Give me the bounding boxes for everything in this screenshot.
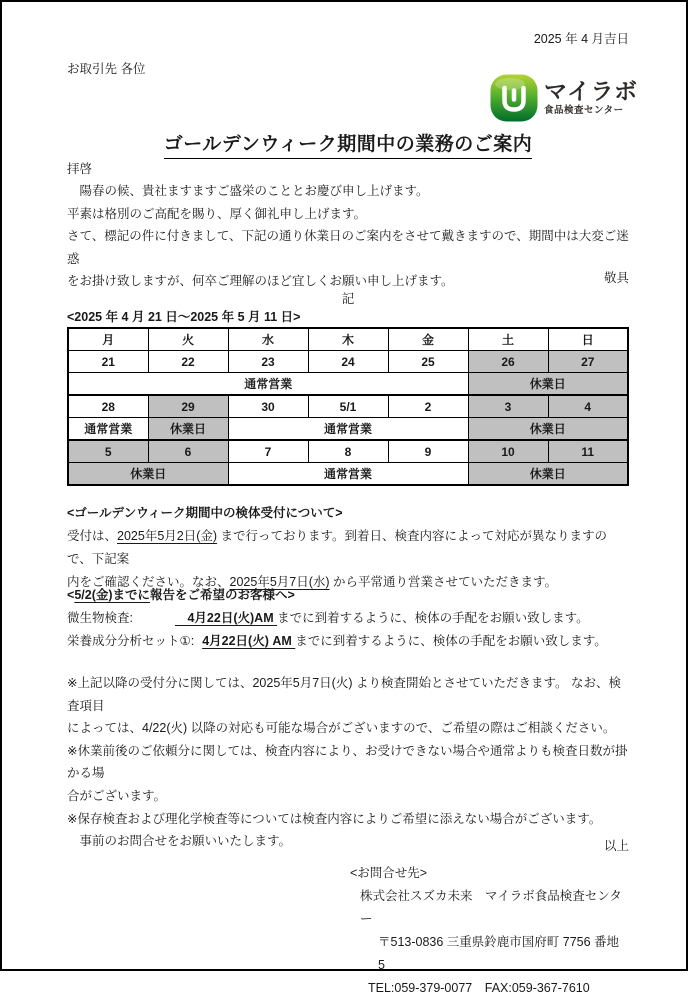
date-cell-closed: 4 [548,395,628,418]
document-date: 2025 年 4 月吉日 [533,32,629,46]
reception-date-1: 2025年5月2日(金) [117,529,218,543]
status-cell-closed: 休業日 [468,463,628,486]
deadline-row-nutrition [67,630,629,653]
date-cell-closed: 26 [468,351,548,373]
company-tel-fax: TEL:059-379-0077 FAX:059-367-7610 [368,981,590,995]
deadline-date: 4月22日(火)AM [174,611,278,625]
deadline-section [67,584,629,653]
deadline-label: 栄養成分分析セット①: [67,634,195,648]
salutation: 拝啓 [67,162,93,176]
reception-date-2: 2025年5月7日(水) [229,575,330,589]
date-cell-closed: 27 [548,351,628,373]
logo-subtitle-text: 食品検査センター [544,105,624,117]
deadline-row-micro [67,607,629,630]
company-address: 〒513-0836 三重県鈴鹿市国府町 7756 番地 5 [378,935,620,972]
date-cell: 30 [228,395,308,418]
date-cell: 2 [388,395,468,418]
note-line: ※上記以降の受付分に関しては、2025年5月7日(火) より検査開始とさせていただきます。 なお、検査項目 [67,676,621,713]
weekday-cell: 日 [548,328,628,351]
greeting-line: 陽春の候、貴社ますますご盛栄のこととお慶び申し上げます。 [67,184,429,199]
weekday-cell: 木 [308,328,388,351]
deadline-date: 4月22日(火) AM [202,634,296,648]
mylab-logo-icon [489,73,539,123]
greeting-line: さて、標記の件に付きまして、下記の通り休業日のご案内をさせて戴きますので、期間中は大変ご迷惑 [67,229,629,266]
company-logo [489,73,644,123]
date-cell-closed: 10 [468,440,548,463]
weekday-cell: 土 [468,328,548,351]
week3-status-row [68,463,628,486]
status-cell-closed: 休業日 [468,418,628,441]
date-cell: 21 [68,351,148,373]
reception-line1: 受付は、2025年5月2日(金) まで行っております。到着日、検査内容によって対応が異なりますので、下記案 [67,529,608,566]
date-cell: 24 [308,351,388,373]
logo-brand-text: マイラボ [544,78,638,105]
week1-dates-row [68,351,628,373]
note-line: 合がございます。 [67,788,167,803]
weekday-cell: 金 [388,328,468,351]
deadline-label: 微生物検査: [67,611,133,625]
date-cell: 23 [228,351,308,373]
page-title: ゴールデンウィーク期間中の業務のご案内 [164,129,533,159]
status-cell-closed: 休業日 [68,463,228,486]
date-cell-closed: 29 [148,395,228,418]
weekday-header-row [68,328,628,351]
week1-status-row [68,373,628,396]
date-cell: 9 [388,440,468,463]
calendar-period: <2025 年 4 月 21 日～2025 年 5 月 11 日> [67,310,301,324]
schedule-table [67,327,629,486]
closing-word: 敬具 [603,271,629,285]
date-cell: 5/1 [308,395,388,418]
week3-dates-row [68,440,628,463]
weekday-cell: 火 [148,328,228,351]
greeting-line: をお掛け致しますが、何卒ご理解のほど宜しくお願い申し上げます。 [67,274,454,289]
deadline-text: までに到着するように、検体の手配をお願い致します。 [295,634,607,648]
deadline-text: までに到着するように、検体の手配をお願い致します。 [277,611,589,625]
status-cell-open: 通常営業 [68,418,148,441]
date-cell-closed: 11 [548,440,628,463]
notes-block [67,672,629,853]
note-line: ※休業前後のご依頼分に関しては、検査内容により、お受けできない場合や通常よりも検査日数が掛かる場 [67,743,628,781]
document-end-mark: 以上 [603,839,629,853]
week2-dates-row [68,395,628,418]
deadline-heading: <5/2(金)までに報告をご希望のお客様へ> [67,588,295,602]
date-cell: 25 [388,351,468,373]
note-line: によっては、4/22(火) 以降の対応も可能な場合がございますので、ご希望の際はご相談ください。 [67,721,616,736]
date-cell-closed: 5 [68,440,148,463]
contact-block [67,862,629,1000]
date-cell-closed: 3 [468,395,548,418]
company-name: 株式会社スズカ未来 マイラボ食品検査センター [360,889,622,926]
date-cell-closed: 6 [148,440,228,463]
note-line: ※保存検査および理化学検査等については検査内容によりご希望に添えない場合がございます。 [67,811,602,826]
greeting-line: 平素は格別のご高配を賜り、厚く御礼申し上げます。 [67,206,367,221]
week2-status-row [68,418,628,441]
status-cell-closed: 休業日 [468,373,628,396]
reception-line2: 内をご確認ください。なお、2025年5月7日(水) から平常通り営業させていただきます。 [67,575,558,589]
weekday-cell: 水 [228,328,308,351]
page-title-row [67,129,629,159]
status-cell-open: 通常営業 [228,418,468,441]
date-cell: 28 [68,395,148,418]
weekday-cell: 月 [68,328,148,351]
recipient-line: お取引先 各位 [67,62,146,76]
status-cell-open: 通常営業 [228,463,468,486]
date-cell: 7 [228,440,308,463]
schedule-calendar [67,327,629,486]
record-mark: 記 [341,292,355,306]
contact-heading: <お問合せ先> [350,866,428,880]
reception-heading: <ゴールデンウィーク期間中の検体受付について> [67,506,343,520]
date-cell: 22 [148,351,228,373]
status-cell-closed: 休業日 [148,418,228,441]
reception-section [67,502,629,594]
note-line: 事前のお問合せをお願いいたします。 [67,834,292,849]
date-cell: 8 [308,440,388,463]
status-cell-open: 通常営業 [68,373,468,396]
